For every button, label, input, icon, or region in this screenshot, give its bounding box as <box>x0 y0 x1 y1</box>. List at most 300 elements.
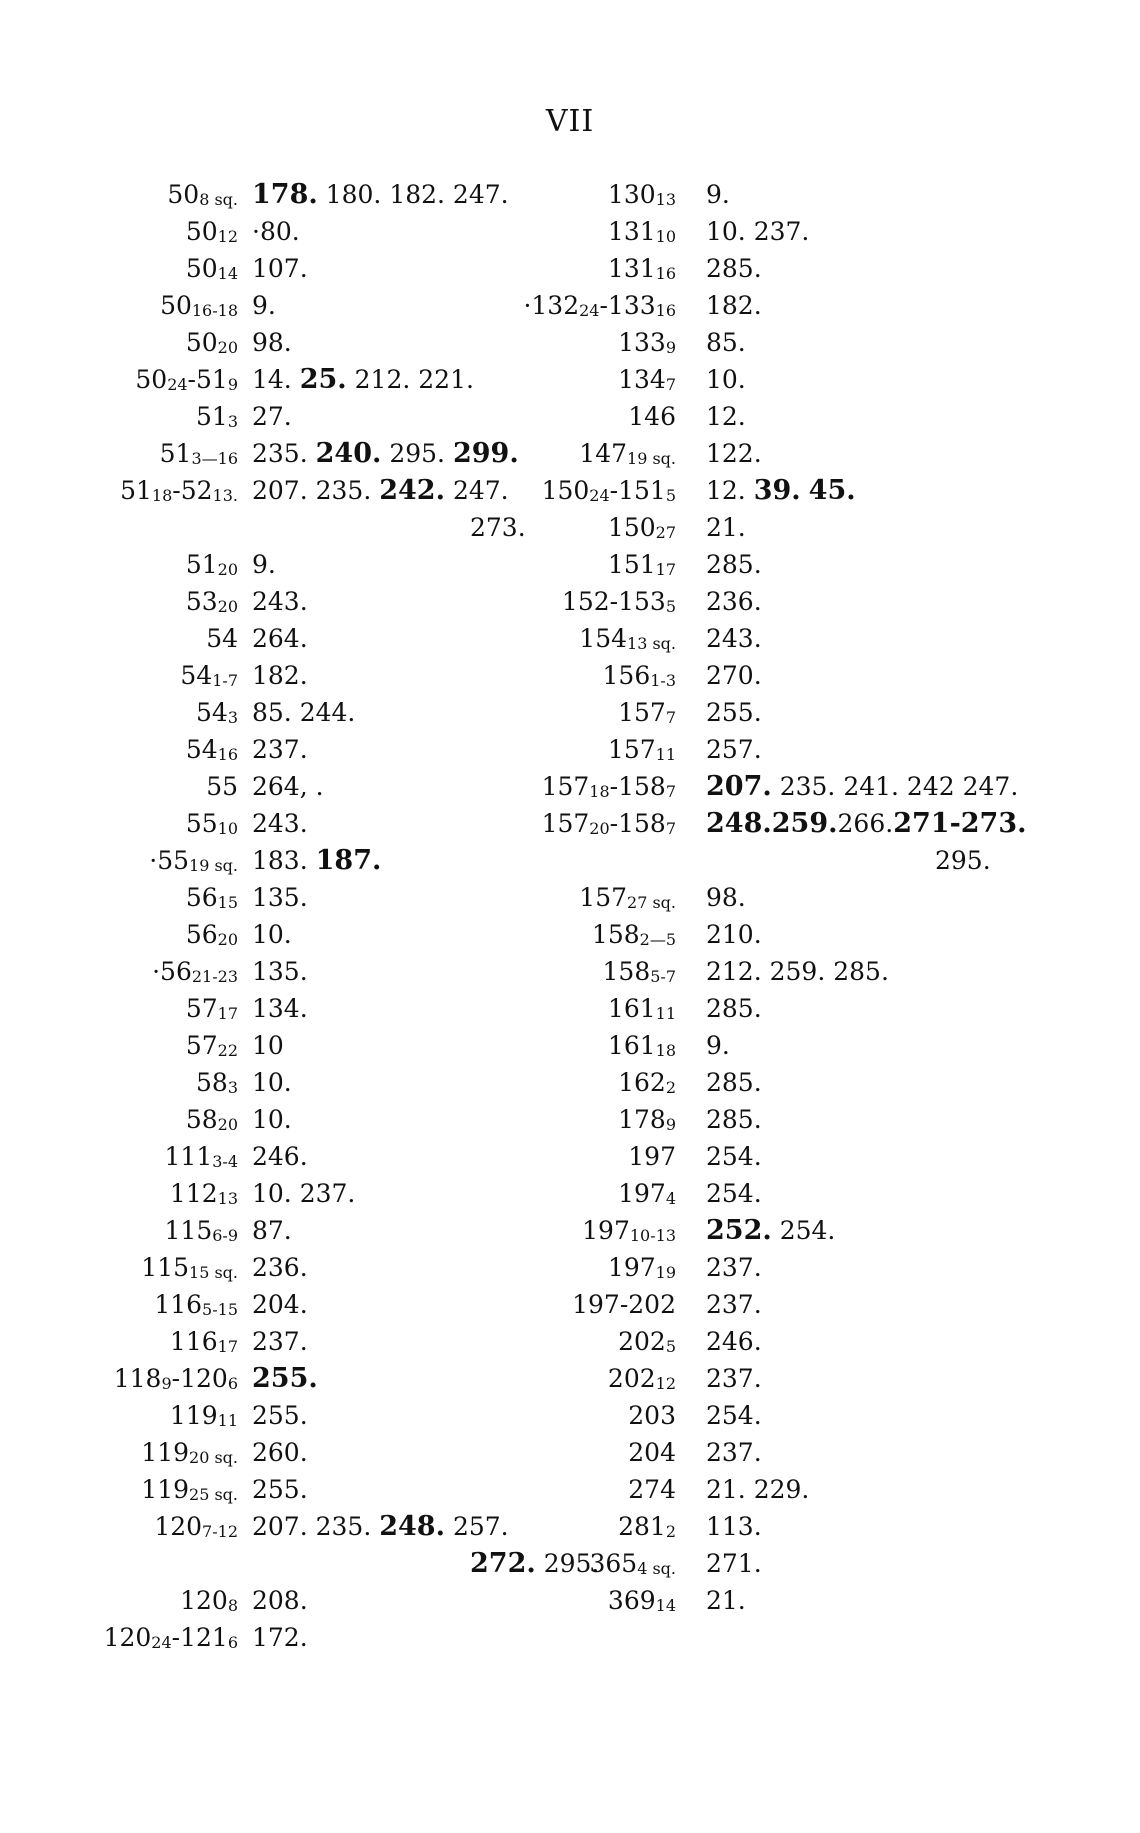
page-ref: 107. <box>252 254 308 283</box>
page-ref-bold: 39. <box>753 475 801 506</box>
index-entry <box>0 694 1140 731</box>
entry-pages <box>706 1582 746 1619</box>
reference-page: 50 <box>185 328 218 357</box>
page-ref: 243. <box>706 624 762 653</box>
page-ref: 85. <box>706 328 746 357</box>
reference-line: 2—5 <box>639 930 676 949</box>
index-entry <box>0 435 1140 472</box>
reference-line: 22 <box>217 1041 238 1060</box>
index-entry <box>0 1138 1140 1175</box>
entry-pages <box>706 1471 809 1508</box>
page-ref-bold: 255. <box>252 1363 318 1394</box>
entry-pages <box>706 361 746 398</box>
reference-line: 2 <box>665 1078 676 1097</box>
page-ref: 255. <box>706 698 762 727</box>
reference-line: 15 <box>217 893 238 912</box>
reference-line: 5-15 <box>202 1300 238 1319</box>
entry-reference <box>579 435 676 472</box>
entry-pages <box>706 768 1018 805</box>
page-ref: 10. <box>706 365 746 394</box>
reference-page: 50 <box>185 254 218 283</box>
reference-page: 202 <box>607 1364 656 1393</box>
reference-line: 10-13 <box>629 1226 676 1245</box>
reference-line: 5 <box>665 597 676 616</box>
entry-pages <box>706 1286 762 1323</box>
reference-line: 1-3 <box>650 671 676 690</box>
page-ref: 135. <box>252 883 308 912</box>
page-ref: 295. <box>535 1549 600 1578</box>
index-entry <box>0 879 1140 916</box>
page-number: VII <box>545 104 595 139</box>
reference-page: 203 <box>628 1401 676 1430</box>
reference-line: 6 <box>227 1633 238 1652</box>
reference-page: 51 <box>196 402 228 431</box>
page-ref: 21. <box>706 513 746 542</box>
index-entry <box>0 953 1140 990</box>
reference-line: 4 sq. <box>637 1559 676 1578</box>
reference-line: 19 <box>655 1263 676 1282</box>
page-ref: 246. <box>706 1327 762 1356</box>
index-entry <box>0 287 1140 324</box>
reference-page: ·132 <box>523 291 580 320</box>
reference-page: 156 <box>602 661 651 690</box>
reference-line: 3 <box>227 1078 238 1097</box>
entry-reference <box>608 176 676 213</box>
page-ref-bold: 25. <box>299 364 347 395</box>
reference-page: 157 <box>541 809 590 838</box>
entry-pages <box>706 583 762 620</box>
page-ref: 10 <box>252 1031 284 1060</box>
entry-reference <box>618 361 676 398</box>
index-entry <box>0 1175 1140 1212</box>
page-ref-bold: 207. <box>706 771 772 802</box>
index-entry <box>0 1286 1140 1323</box>
index-entry <box>0 620 1140 657</box>
entry-pages <box>706 805 1027 842</box>
reference-line: 9 <box>161 1374 172 1393</box>
index-entry <box>0 805 1140 842</box>
index-entry <box>0 1027 1140 1064</box>
reference-line: 14 <box>217 264 238 283</box>
page-ref: 243. <box>252 809 308 838</box>
reference-page: 55 <box>206 772 238 801</box>
entry-reference <box>592 916 676 953</box>
reference-line: 13. <box>212 486 238 505</box>
reference-page: 115 <box>164 1216 213 1245</box>
reference-line: 1-7 <box>212 671 238 690</box>
entry-pages <box>706 1545 762 1582</box>
page-ref: 264. <box>252 624 308 653</box>
reference-line: 20 <box>217 338 238 357</box>
reference-page: 55 <box>185 809 218 838</box>
reference-page: 131 <box>607 254 656 283</box>
page-ref: 257. <box>445 1512 509 1541</box>
index-entry <box>0 546 1140 583</box>
page-ref: 21. 229. <box>706 1475 810 1504</box>
entry-reference <box>608 990 676 1027</box>
page-ref: 180. 182. 247. <box>317 180 509 209</box>
entry-reference <box>572 1286 676 1323</box>
reference-page: 157 <box>541 772 590 801</box>
index-entry <box>0 916 1140 953</box>
page-ref: 207. 235. <box>252 476 380 505</box>
reference-line: 3 <box>227 708 238 727</box>
page-ref: 210. <box>706 920 762 949</box>
reference-page: 112 <box>169 1179 218 1208</box>
entry-reference <box>618 324 676 361</box>
entry-reference <box>608 1582 676 1619</box>
entry-reference <box>589 1545 676 1582</box>
page-ref: 243. <box>252 587 308 616</box>
entry-pages <box>706 472 856 509</box>
entry-reference <box>579 620 676 657</box>
page-ref: 255. <box>252 1475 308 1504</box>
reference-page: 53 <box>185 587 218 616</box>
reference-line: 18 <box>655 1041 676 1060</box>
reference-line: 4 <box>665 1189 676 1208</box>
entry-pages <box>706 509 746 546</box>
reference-page: 131 <box>607 217 656 246</box>
reference-line: 24 <box>579 301 600 320</box>
entry-reference <box>603 657 676 694</box>
page-ref: 134. <box>252 994 308 1023</box>
reference-line: 16 <box>217 745 238 764</box>
reference-line: 13 <box>655 190 676 209</box>
entry-pages <box>706 1101 762 1138</box>
index-entry <box>0 250 1140 287</box>
reference-line: 19 sq. <box>189 856 238 875</box>
reference-line: 18 <box>151 486 173 505</box>
page-ref-bold: 45. <box>808 475 856 506</box>
entry-pages <box>706 1397 762 1434</box>
reference-line: 3 <box>227 412 238 431</box>
reference-page: 58 <box>185 1105 218 1134</box>
reference-page: 50 <box>167 180 200 209</box>
index-entry <box>0 176 1140 213</box>
entry-reference <box>608 1027 676 1064</box>
entry-pages <box>706 620 762 657</box>
reference-page: 54 <box>206 624 238 653</box>
entry-pages <box>706 213 809 250</box>
reference-line: 20 <box>217 560 238 579</box>
page-ref: 204. <box>252 1290 308 1319</box>
index-entry <box>0 1360 1140 1397</box>
entry-reference <box>603 953 676 990</box>
index-entry <box>0 472 1140 509</box>
page-ref: 182. <box>706 291 762 320</box>
reference-page: 281 <box>618 1512 666 1541</box>
entry-pages <box>706 1064 762 1101</box>
page-ref: 208. <box>252 1586 308 1615</box>
reference-page: 56 <box>185 883 218 912</box>
entry-reference <box>618 1323 676 1360</box>
reference-page: -120 <box>171 1364 228 1393</box>
page-ref: 9. <box>252 291 276 320</box>
index-entry <box>0 509 1140 546</box>
entry-reference <box>579 879 676 916</box>
reference-line: 13 <box>217 1189 238 1208</box>
entry-reference <box>618 1175 676 1212</box>
entry-pages <box>706 916 762 953</box>
index-entry <box>0 361 1140 398</box>
reference-page: 50 <box>135 365 168 394</box>
reference-line: 9 <box>665 338 676 357</box>
entry-reference <box>618 1508 676 1545</box>
reference-page: 50 <box>160 291 192 320</box>
entry-pages <box>706 1212 835 1249</box>
reference-line: 20 <box>217 930 238 949</box>
reference-page: 57 <box>185 1031 218 1060</box>
index-entry <box>0 1397 1140 1434</box>
index-entry <box>0 1434 1140 1471</box>
entry-reference <box>628 398 676 435</box>
page-ref: 207. 235. <box>252 1512 380 1541</box>
reference-line: 17 <box>217 1004 238 1023</box>
page-ref: 237. <box>706 1364 762 1393</box>
page-ref: 254. <box>706 1142 762 1171</box>
entry-reference <box>618 694 676 731</box>
page-ref: 273. <box>470 513 526 542</box>
entry-reference <box>628 1471 676 1508</box>
reference-page: 150 <box>607 513 656 542</box>
entry-reference <box>608 250 676 287</box>
reference-line: 17 <box>217 1337 238 1356</box>
reference-page: 150 <box>541 476 590 505</box>
entry-pages <box>706 546 762 583</box>
reference-line: 18 <box>589 782 610 801</box>
reference-line: 24 <box>167 375 188 394</box>
entry-reference <box>542 472 676 509</box>
reference-page: -51 <box>187 365 228 394</box>
reference-line: 25 sq. <box>189 1485 238 1504</box>
reference-line: 7 <box>665 819 676 838</box>
entry-reference <box>628 1397 676 1434</box>
page-ref: 255. <box>252 1401 308 1430</box>
reference-line: 19 sq. <box>627 449 676 468</box>
reference-page: 54 <box>185 735 218 764</box>
entry-pages <box>252 1619 308 1656</box>
entry-pages <box>706 694 762 731</box>
reference-line: 7 <box>665 375 676 394</box>
reference-page: 147 <box>579 439 628 468</box>
page-ref: 212. 259. 285. <box>706 957 889 986</box>
reference-line: 24 <box>589 486 610 505</box>
entry-pages <box>706 1249 762 1286</box>
reference-page: 158 <box>591 920 640 949</box>
page-ref: 266. <box>837 809 894 838</box>
reference-page: 115 <box>141 1253 190 1282</box>
reference-page: 50 <box>185 217 218 246</box>
reference-page: 120 <box>103 1623 152 1652</box>
reference-page: 119 <box>169 1401 218 1430</box>
page-ref-bold: 187. <box>315 845 382 876</box>
reference-line: 10 <box>655 227 676 246</box>
entry-reference <box>542 768 676 805</box>
reference-page: 202 <box>618 1327 666 1356</box>
reference-line: 3—16 <box>191 449 238 468</box>
reference-line: 11 <box>655 745 676 764</box>
page-ref: 98. <box>252 328 292 357</box>
index-entry <box>0 1471 1140 1508</box>
page-ref: 12. <box>706 476 754 505</box>
reference-line: 11 <box>655 1004 676 1023</box>
page-ref-bold: 252. <box>706 1215 772 1246</box>
reference-page: 134 <box>618 365 666 394</box>
reference-page: -133 <box>599 291 656 320</box>
page-ref: 9. <box>706 180 730 209</box>
reference-page: 154 <box>579 624 628 653</box>
page-ref: 237. <box>252 1327 308 1356</box>
page-ref-bold: 272. <box>470 1548 536 1579</box>
entry-pages <box>706 953 889 990</box>
reference-line: 27 sq. <box>627 893 676 912</box>
page-ref: 285. <box>706 994 762 1023</box>
page-ref: 212. 221. <box>346 365 474 394</box>
page-ref: 237. <box>706 1253 762 1282</box>
reference-line: 5 <box>665 1337 676 1356</box>
entry-pages <box>706 398 746 435</box>
reference-line: 7 <box>665 782 676 801</box>
index-entry <box>0 1582 1140 1619</box>
reference-line: 21-23 <box>191 967 238 986</box>
page-ref-bold: 178. <box>252 179 318 210</box>
reference-page: 178 <box>618 1105 666 1134</box>
page-ref: 27. <box>252 402 292 431</box>
page-ref: 236. <box>706 587 762 616</box>
reference-page: 197 <box>618 1179 666 1208</box>
entry-reference <box>523 287 676 324</box>
reference-line: 24 <box>151 1633 172 1652</box>
reference-page: 58 <box>196 1068 228 1097</box>
reference-line: 27 <box>655 523 676 542</box>
page-ref-bold: 248. <box>706 808 772 839</box>
entry-reference <box>628 1434 676 1471</box>
index-entry <box>0 1101 1140 1138</box>
reference-page: 120 <box>154 1512 203 1541</box>
page-ref: ·80. <box>252 217 300 246</box>
page-ref: 98. <box>706 883 746 912</box>
index-entry <box>0 1323 1140 1360</box>
reference-page: 369 <box>607 1586 656 1615</box>
entry-reference <box>582 1212 676 1249</box>
entry-reference <box>628 1138 676 1175</box>
reference-page: ·56 <box>152 957 192 986</box>
reference-page: ·55 <box>149 846 190 875</box>
reference-page: 197 <box>607 1253 656 1282</box>
page-ref <box>801 476 809 505</box>
reference-page: 365 <box>589 1549 638 1578</box>
reference-page: 157 <box>618 698 666 727</box>
page-ref: 10. 237. <box>252 1179 356 1208</box>
page-ref: 21. <box>706 1586 746 1615</box>
index-entry <box>0 324 1140 361</box>
page-ref: 237. <box>706 1290 762 1319</box>
entry-reference <box>608 509 676 546</box>
reference-line: 15 sq. <box>189 1263 238 1282</box>
reference-line: 13 sq. <box>627 634 676 653</box>
reference-line: 20 sq. <box>189 1448 238 1467</box>
page-ref: 10. <box>252 920 292 949</box>
index-entry <box>0 731 1140 768</box>
reference-line: 5 <box>665 486 676 505</box>
page-ref: 247. <box>445 476 509 505</box>
page-ref: 182. <box>252 661 308 690</box>
page-ref: 9. <box>252 550 276 579</box>
page-ref: 285. <box>706 1105 762 1134</box>
reference-page: 151 <box>607 550 656 579</box>
page-ref: 260. <box>252 1438 308 1467</box>
entry-reference <box>608 546 676 583</box>
reference-page: 116 <box>154 1290 203 1319</box>
reference-page: 197 <box>582 1216 630 1245</box>
entry-reference <box>542 805 676 842</box>
reference-page: 51 <box>185 550 218 579</box>
reference-page: 158 <box>602 957 651 986</box>
index-entry <box>0 1619 1140 1656</box>
page-ref: 14. <box>252 365 300 394</box>
entry-reference <box>608 731 676 768</box>
reference-line: 16 <box>655 301 676 320</box>
reference-line: 14 <box>655 1596 676 1615</box>
page-ref-bold: 299. <box>452 438 519 469</box>
page-ref: 257. <box>706 735 762 764</box>
page-ref: 246. <box>252 1142 308 1171</box>
index-entry <box>0 213 1140 250</box>
page-ref: 12. <box>706 402 746 431</box>
page-ref: 254. <box>706 1401 762 1430</box>
index-entry <box>0 1064 1140 1101</box>
reference-line: 9 <box>227 375 238 394</box>
entry-reference <box>562 583 676 620</box>
entry-pages <box>706 1360 762 1397</box>
index-entry <box>0 657 1140 694</box>
reference-line: 20 <box>217 1115 238 1134</box>
reference-page: -52 <box>172 476 213 505</box>
entry-reference <box>618 1101 676 1138</box>
page-ref: 10. 237. <box>706 217 810 246</box>
reference-page: 54 <box>180 661 213 690</box>
reference-line: 20 <box>217 597 238 616</box>
reference-page: -158 <box>609 809 666 838</box>
page-ref: 10. <box>252 1105 292 1134</box>
index-entry <box>0 990 1140 1027</box>
reference-page: 161 <box>607 1031 656 1060</box>
page-ref: 285. <box>706 550 762 579</box>
page-ref: 270. <box>706 661 762 690</box>
reference-page: 152-153 <box>561 587 666 616</box>
reference-page: 54 <box>196 698 228 727</box>
reference-page: 119 <box>141 1438 190 1467</box>
entry-reference <box>618 1064 676 1101</box>
entry-pages <box>706 731 762 768</box>
page-ref: 254. <box>706 1179 762 1208</box>
reference-line: 12 <box>655 1374 676 1393</box>
page-ref: 135. <box>252 957 308 986</box>
reference-line: 5-7 <box>650 967 676 986</box>
reference-page: 51 <box>159 439 192 468</box>
entry-pages <box>706 1175 762 1212</box>
reference-page: 274 <box>628 1475 676 1504</box>
entry-pages <box>706 1508 762 1545</box>
reference-line: 9 <box>665 1115 676 1134</box>
reference-page: 119 <box>141 1475 190 1504</box>
entry-reference <box>608 1249 676 1286</box>
entry-pages <box>935 842 991 879</box>
index-entry <box>0 398 1140 435</box>
reference-page: 56 <box>185 920 218 949</box>
reference-page: 51 <box>120 476 152 505</box>
entry-pages <box>706 1434 762 1471</box>
